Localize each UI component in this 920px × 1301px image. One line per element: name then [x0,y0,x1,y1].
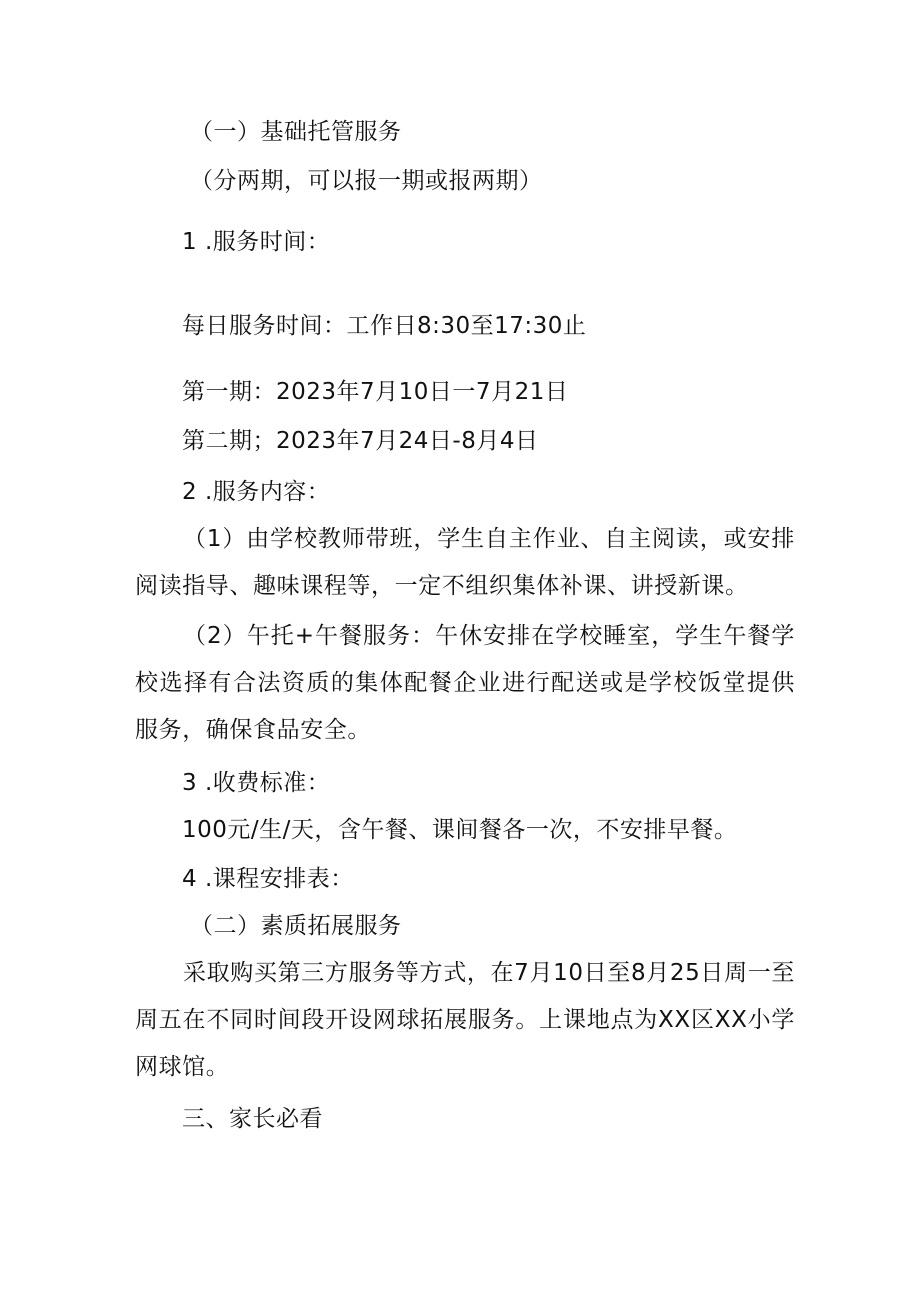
item-3-heading: 3 .收费标准： [182,770,331,796]
section-3-heading: 三、家长必看 [182,1106,323,1132]
content-paragraph-2: （2）午托+午餐服务：午休安排在学校睡室，学生午餐学校选择有合法资质的集体配餐企业进行配送或是学校饭堂提供服务，确保食品安全。 [135,623,795,743]
section-1-heading: （一）基础托管服务 [190,119,402,145]
item-1-heading: 1 .服务时间： [182,229,331,255]
fee-text: 100元/生/天，含午餐、课间餐各一次，不安排早餐。 [182,817,738,843]
period-1: 第一期：2023年7月10日一7月21日 [182,379,569,405]
content-paragraph-1: （1）由学校教师带班，学生自主作业、自主阅读，或安排阅读指导、趣味课程等，一定不组织集体补课、讲授新课。 [135,526,795,599]
section-2-paragraph: 采取购买第三方服务等方式，在7月10日至8月25日周一至周五在不同时间段开设网球拓展服务。上课地点为XX区XX小学网球馆。 [135,960,795,1080]
daily-hours: 每日服务时间：工作日8:30至17:30止 [182,313,587,339]
period-2: 第二期；2023年7月24日-8月4日 [182,428,539,454]
item-2-heading: 2 .服务内容： [182,479,331,505]
item-4-heading: 4 .课程安排表： [182,866,354,892]
section-1-note: （分两期，可以报一期或报两期） [190,168,543,194]
section-2-heading: （二）素质拓展服务 [190,913,402,939]
